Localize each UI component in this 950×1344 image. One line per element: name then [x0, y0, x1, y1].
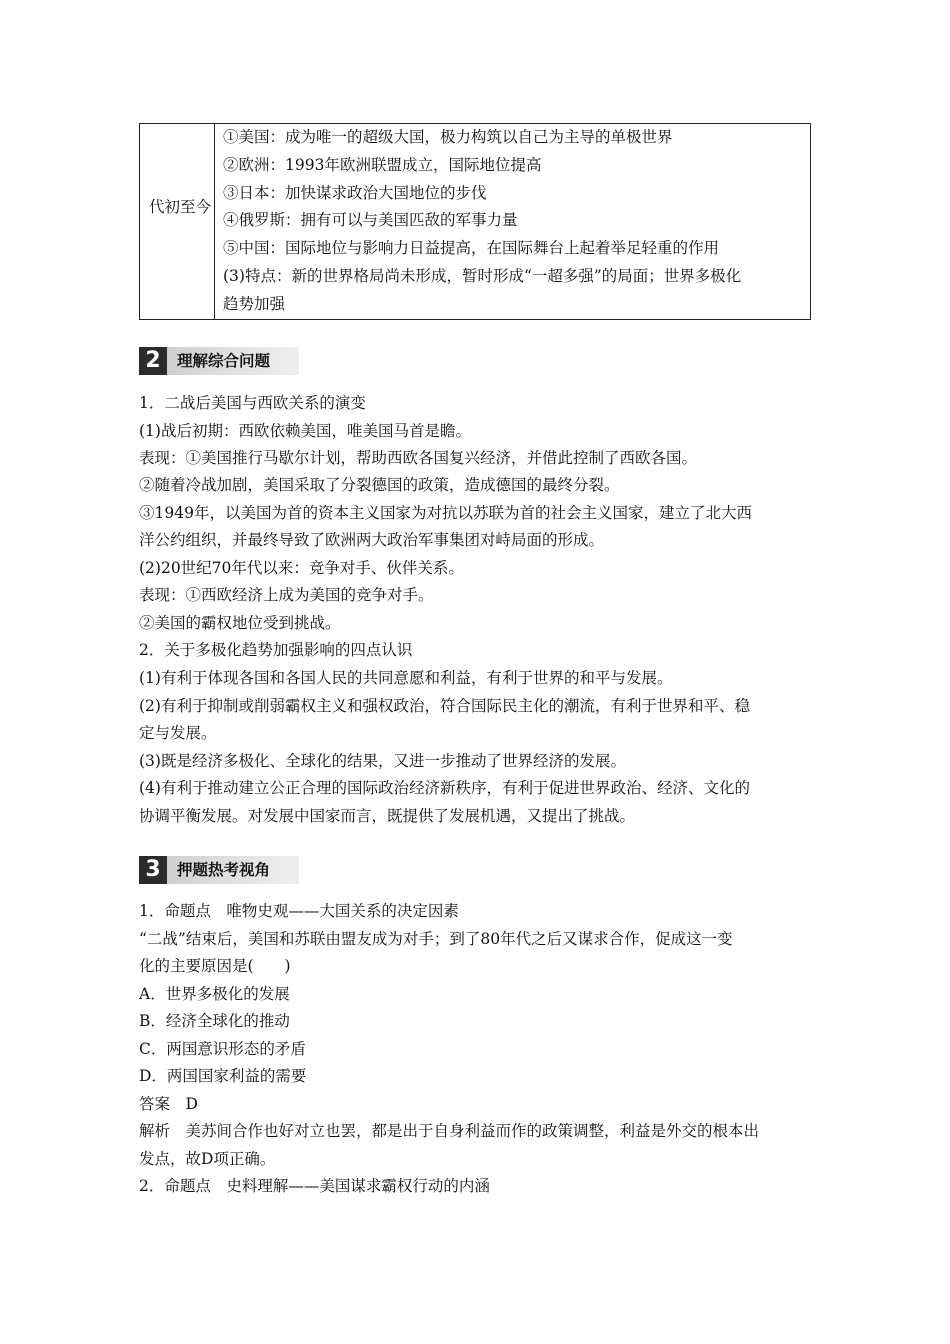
table-period-label: 代初至今	[149, 198, 212, 216]
world-pattern-table	[139, 123, 811, 320]
option-a: A．世界多极化的发展	[139, 985, 290, 1003]
text-line: (4)有利于推动建立公正合理的国际政治经济新秩序，有利于促进世界政治、经济、文化的	[139, 779, 750, 797]
text-line: (2)20世纪70年代以来：竞争对手、伙伴关系。	[139, 559, 464, 577]
text-line: (1)战后初期：西欧依赖美国，唯美国马首是瞻。	[139, 422, 471, 440]
text-line: 2．命题点 史料理解——美国谋求霸权行动的内涵	[139, 1177, 490, 1195]
text-line: 表现：①西欧经济上成为美国的竞争对手。	[139, 586, 434, 604]
text-line: 1．命题点 唯物史观——大国关系的决定因素	[139, 902, 459, 920]
section-number-badge: 3	[139, 856, 167, 884]
option-c: C．两国意识形态的矛盾	[139, 1040, 306, 1058]
text-line: (1)有利于体现各国和各国人民的共同意愿和利益，有利于世界的和平与发展。	[139, 669, 673, 687]
table-row: 趋势加强	[223, 294, 286, 313]
text-line: 协调平衡发展。对发展中国家而言，既提供了发展机遇，又提出了挑战。	[139, 807, 636, 825]
text-line: ②随着冷战加剧，美国采取了分裂德国的政策，造成德国的最终分裂。	[139, 476, 620, 494]
text-line: 洋公约组织，并最终导致了欧洲两大政治军事集团对峙局面的形成。	[139, 531, 605, 549]
answer-line: 答案 D	[139, 1095, 198, 1113]
analysis-line: 发点，故D项正确。	[139, 1150, 276, 1168]
text-line: ③1949年，以美国为首的资本主义国家为对抗以苏联为首的社会主义国家，建立了北大西	[139, 504, 752, 522]
table-row: ②欧洲：1993年欧洲联盟成立，国际地位提高	[223, 155, 542, 174]
analysis-line: 解析 美苏间合作也好对立也罢，都是出于自身利益而作的政策调整，利益是外交的根本出	[139, 1122, 760, 1140]
text-line: 表现：①美国推行马歇尔计划，帮助西欧各国复兴经济，并借此控制了西欧各国。	[139, 449, 698, 467]
text-line: (2)有利于抑制或削弱霸权主义和强权政治，符合国际民主化的潮流，有利于世界和平、稳	[139, 697, 750, 715]
table-period-cell	[140, 124, 215, 319]
table-row: (3)特点：新的世界格局尚未形成，暂时形成“一超多强”的局面；世界多极化	[223, 266, 742, 285]
text-line: “二战”结束后，美国和苏联由盟友成为对手；到了80年代之后又谋求合作，促成这一变	[139, 930, 733, 948]
option-d: D．两国国家利益的需要	[139, 1067, 307, 1085]
text-line: 1．二战后美国与西欧关系的演变	[139, 394, 366, 412]
text-line: 定与发展。	[139, 724, 217, 742]
table-row: ③日本：加快谋求政治大国地位的步伐	[223, 183, 487, 202]
section-3-header	[139, 856, 299, 884]
text-line: 2．关于多极化趋势加强影响的四点认识	[139, 641, 413, 659]
table-content-cell	[223, 124, 806, 319]
table-row: ①美国：成为唯一的超级大国，极力构筑以自己为主导的单极世界	[223, 128, 673, 146]
text-line: (3)既是经济多极化、全球化的结果，又进一步推动了世界经济的发展。	[139, 752, 626, 770]
text-line: ②美国的霸权地位受到挑战。	[139, 614, 341, 632]
text-line: 化的主要原因是( )	[139, 957, 291, 975]
table-row: ④俄罗斯：拥有可以与美国匹敌的军事力量	[223, 211, 518, 230]
section-number-badge: 2	[139, 347, 167, 375]
option-b: B．经济全球化的推动	[139, 1012, 290, 1030]
section-title: 押题热考视角	[177, 861, 271, 879]
section-title: 理解综合问题	[177, 352, 271, 370]
section-2-header	[139, 347, 299, 375]
table-row: ⑤中国：国际地位与影响力日益提高，在国际舞台上起着举足轻重的作用	[223, 239, 720, 258]
